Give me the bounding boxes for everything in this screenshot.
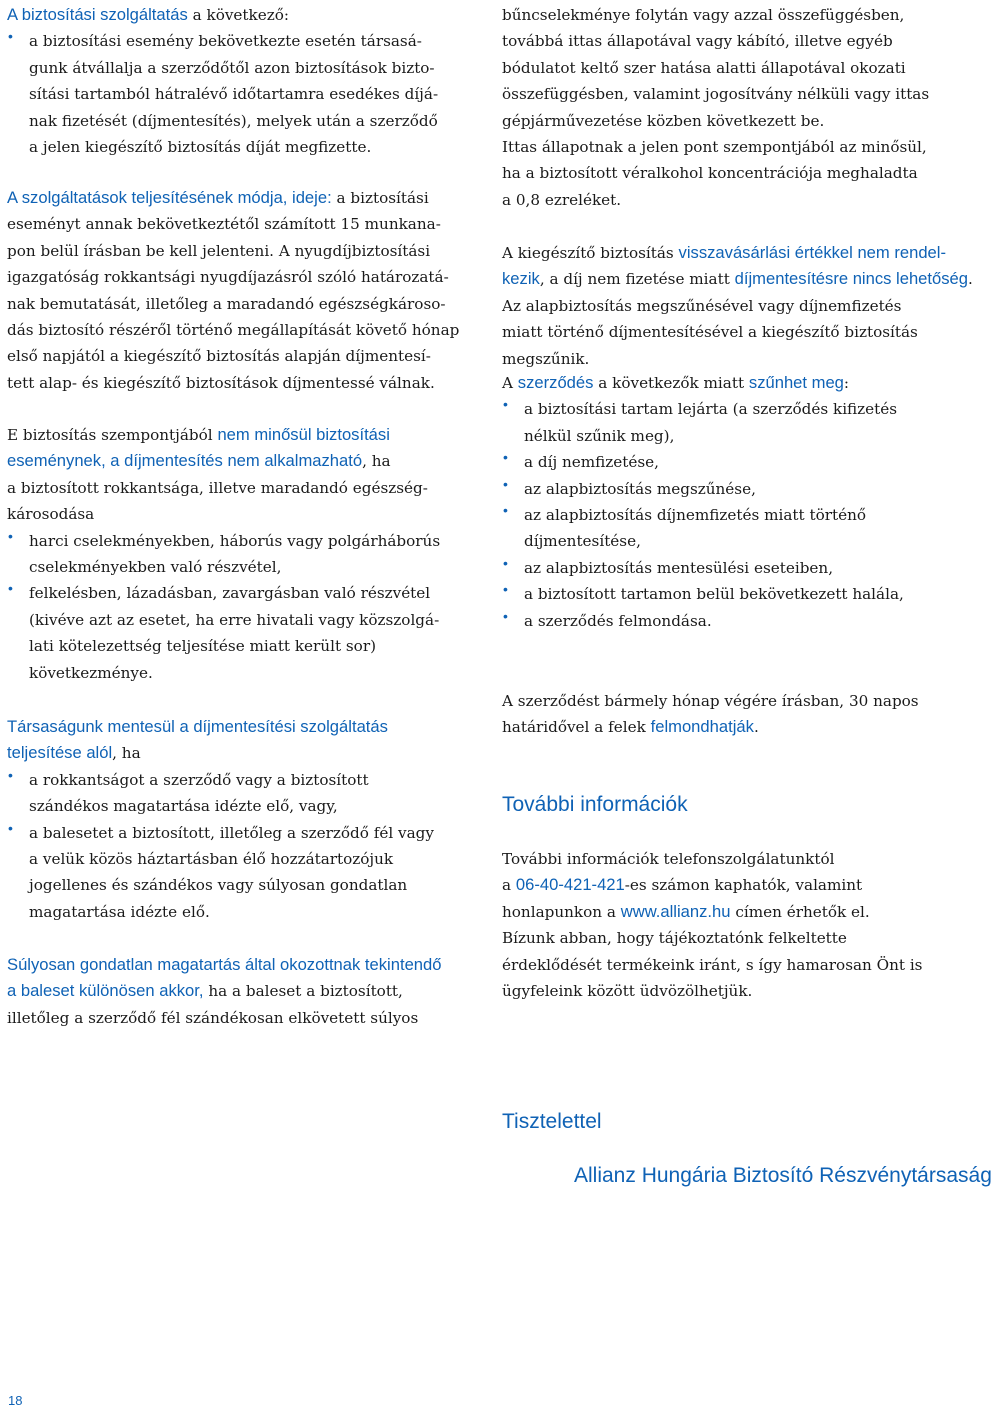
fulfillment-paragraph: A szolgáltatások teljesítésének módja, ideje: a biztosítási eseményt annak bekövetkeztétől számított 15 munkana- pon belül írásban be kell jelenteni. A nyugdíjbiztosítási igazgatóság rokkantsági nyugdíjazásról szóló határozatá- nak bemutatását, illetőleg a maradandó egészségkároso- dás biztosító részéről történő megállapítását követő hónap első napjától a kiegészítő biztosítás alapján díjmentesí- tett alap- és kiegészítő biztosítások díjmentessé válnak. (7, 188, 460, 392)
service-paragraph: A biztosítási szolgáltatás a következő: • a biztosítási esemény bekövetkezte esetén társasá- gunk átvállalja a szerződőtől azon biztosítások bizto- sítási tartamból hátralévő időtartamra esedékes díjá- nak fizetését (díjmentesítés), melyek után a szerződő a jelen kiegészítő biztosítás díját megfizette. (7, 2, 438, 160)
termination-paragraph: A szerződés a következők miatt szűnhet meg: • a biztosítási tartam lejárta (a szerződés kifizetés nélkül szűnik meg), • a díj nemfizetése, • az alapbiztosítás megszűnése, • az alapbiztosítás díjnemfizetés miatt történő díjmentesítése, • az alapbiztosítás mentesülési eseteiben, • a biztosított tartamon belül bekövetkezett halála, • a szerződés felmondása. (502, 370, 904, 634)
negligence-paragraph: Súlyosan gondatlan magatartás által okozottnak tekintendő a baleset különösen akkor, ha a baleset a biztosított, illetőleg a szerződő fél szándékosan elkövetett súlyos (7, 955, 442, 1027)
bullet-icon: • (8, 819, 13, 836)
list-item: • felkelésben, lázadásban, zavargásban való részvétel (kivéve azt az esetet, ha erre hivatali vagy közszolgá- lati kötelezettség teljesítése miatt került sor) következménye. (8, 580, 440, 682)
bullet-icon: • (503, 581, 508, 598)
bullet-icon: • (503, 502, 508, 519)
list-item: • a rokkantságot a szerződő vagy a biztosított szándékos magatartása idézte elő, vagy, (8, 766, 369, 816)
cancellation-paragraph: A szerződést bármely hónap végére írásban, 30 napos határidővel a felek felmondhatják. (502, 692, 919, 737)
list-item: • az alapbiztosítás mentesülési eseteiben, (503, 554, 834, 577)
exemption-heading: Társaságunk mentesül a díjmentesítési szolgáltatás (7, 717, 388, 736)
contact-paragraph: További információk telefonszolgálatunktól a 06-40-421-421-es számon kaphatók, valamint honlapunkon a www.allianz.hu címen érhetők el. Bízunk abban, hogy tájékoztatónk felkeltette érdeklődését termékeink iránt, s így hamarosan Önt is ügyfeleink között üdvözölhetjük. (502, 850, 923, 1001)
phone-number: 06-40-421-421 (515, 875, 625, 895)
fulfillment-heading: A szolgáltatások teljesítésének módja, ideje: (7, 188, 332, 207)
surrender-paragraph: A kiegészítő biztosítás visszavásárlási értékkel nem rendel- kezik, a díj nem fizetése miatt díjmentesítésre nincs lehetőség. Az alapbiztosítás megszűnésével vagy díjnemfizetés miatt történő díjmentesítésével a kiegészítő biztosítás megszűnik. (502, 243, 973, 368)
list-item: • harci cselekményekben, háborús vagy polgárháborús cselekményekben való részvétel, (8, 527, 441, 577)
list-item: • a balesetet a biztosított, illetőleg a szerződő fél vagy a velük közös háztartásban élő hozzátartozójuk jogellenes és szándékos vagy súlyosan gondatlan magatartása idézte elő. (8, 819, 434, 921)
list-item: • a biztosított tartamon belül bekövetkezett halála, (503, 581, 904, 604)
bullet-icon: • (8, 527, 13, 544)
bullet-icon: • (503, 607, 508, 624)
bullet-icon: • (8, 28, 13, 45)
bullet-icon: • (503, 449, 508, 466)
list-item: • a szerződés felmondása. (503, 607, 712, 630)
list-item: • az alapbiztosítás díjnemfizetés miatt történő díjmentesítése, (503, 502, 866, 551)
company-signature: Allianz Hungária Biztosító Részvénytársaság (574, 1164, 992, 1187)
bullet-icon: • (503, 475, 508, 492)
bullet-icon: • (503, 554, 508, 571)
bullet-icon: • (8, 766, 13, 783)
list-item: • az alapbiztosítás megszűnése, (503, 475, 756, 498)
exclusion-paragraph: E biztosítás szempontjából nem minősül biztosítási eseménynek, a díjmentesítés nem alkalmazható, ha a biztosított rokkantsága, illetve maradandó egészség- károsodása • harci cselekményekben, háborús vagy polgárháborús cselekményekben való részvétel, • felkelésben, lázadásban, zavargásban való részvétel (kivéve azt az esetet, ha erre hivatali vagy közszolgá- lati kötelezettség teljesítése miatt került sor) következménye. (7, 422, 440, 686)
service-heading: A biztosítási szolgáltatás (7, 5, 188, 24)
list-item: • a biztosítási tartam lejárta (a szerződés kifizetés nélkül szűnik meg), (503, 396, 898, 445)
bullet-icon: • (503, 396, 508, 413)
website-link[interactable]: www.allianz.hu (620, 901, 731, 921)
page-number: 18 (8, 1393, 23, 1408)
exemption-paragraph: Társaságunk mentesül a díjmentesítési szolgáltatás teljesítése alól, ha • a rokkantságot a szerződő vagy a biztosított szándékos magatartása idézte elő, vagy, • a balesetet a biztosított, illetőleg a szerződő fél vagy a velük közös háztartásban élő hozzátartozójuk jogellenes és szándékos vagy súlyosan gondatlan magatartása idézte elő. (7, 714, 434, 925)
closing-salutation: Tisztelettel (502, 1110, 602, 1133)
continued-paragraph: bűncselekménye folytán vagy azzal összefüggésben, továbbá ittas állapotával vagy kábító, illetve egyéb bódulatot keltő szer hatása alatti állapotával okozati összefüggésben, valamint jogosítvány nélküli vagy ittas gépjárművezetése közben következett be. Ittas állapotnak a jelen pont szempontjából az minősül, ha a biztosított véralkohol koncentrációja meghaladta a 0,8 ezreléket. (502, 6, 930, 209)
list-item: • a díj nemfizetése, (503, 449, 659, 472)
bullet-icon: • (8, 580, 13, 597)
further-info-heading: További információk (502, 793, 688, 816)
negligence-heading: Súlyosan gondatlan magatartás által okozottnak tekintendő (7, 955, 442, 974)
list-item: • a biztosítási esemény bekövetkezte esetén társasá- gunk átvállalja a szerződőtől azon biztosítások bizto- sítási tartamból hátralévő időtartamra esedékes díjá- nak fizetését (díjmentesítés), melyek után a szerződő a jelen kiegészítő biztosítás díját megfizette. (8, 28, 439, 157)
